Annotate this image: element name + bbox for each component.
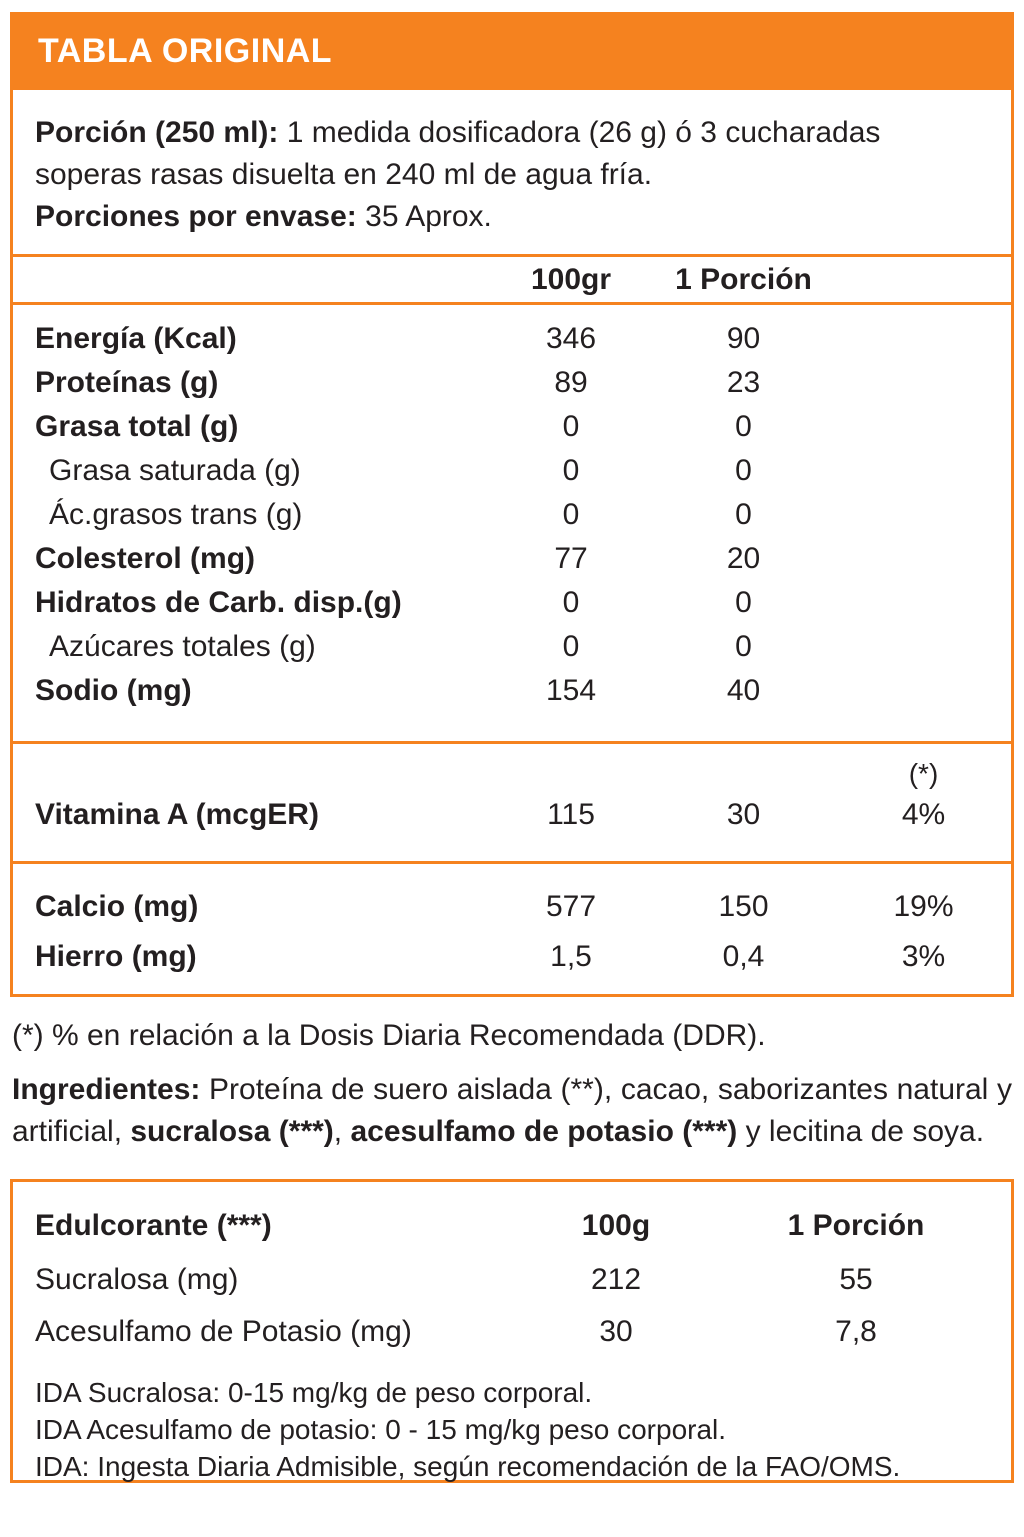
table-row	[13, 882, 1011, 932]
ingredients-segment: ,	[333, 1115, 351, 1148]
ingredients-segment: sucralosa (***)	[130, 1115, 334, 1148]
sweetener-header-row	[13, 1202, 1011, 1250]
nutrition-facts-box	[10, 90, 1014, 997]
table-row	[13, 581, 1011, 625]
value-per-100g: 154	[545, 674, 597, 707]
page-title: TABLA ORIGINAL	[38, 31, 333, 70]
ddr-mark-row	[13, 756, 1011, 792]
ingredients-paragraph	[12, 1069, 1012, 1153]
servings-text: 35 Aprox.	[365, 200, 492, 233]
ingredients-segment: acesulfamo de potasio (***)	[350, 1115, 738, 1148]
nutrient-label: Ác.grasos trans (g)	[49, 498, 303, 531]
ingredients-segment: Proteína de suero aislada (**), cacao, saborizantes natural y artificial,	[12, 1073, 1012, 1148]
ida-note-line: IDA Sucralosa: 0-15 mg/kg de peso corporal.	[35, 1377, 593, 1408]
value-per-100g: 77	[554, 542, 588, 575]
column-header-portion: 1 Porción	[675, 262, 812, 296]
column-header-100gr: 100gr	[530, 262, 612, 296]
table-row	[13, 537, 1011, 581]
table-row	[13, 1254, 1011, 1306]
serving-section	[13, 90, 1011, 257]
sweetener-box	[10, 1179, 1014, 1483]
value-per-portion: 0	[735, 498, 752, 531]
nutrient-label: Calcio (mg)	[35, 890, 199, 923]
sweetener-label: Sucralosa (mg)	[35, 1263, 239, 1296]
value-per-portion: 20	[726, 542, 761, 575]
value-per-100g: 0	[562, 454, 580, 487]
value-per-portion: 40	[726, 674, 761, 707]
value-per-100g: 0	[562, 498, 580, 531]
value-per-portion: 0,4	[722, 940, 765, 973]
table-row	[13, 361, 1011, 405]
nutrient-label: Energía (Kcal)	[35, 322, 237, 355]
value-per-portion: 30	[726, 798, 761, 831]
value-per-portion: 150	[718, 890, 769, 923]
value-per-portion: 23	[726, 366, 761, 399]
title-bar	[10, 12, 1014, 90]
value-per-portion: 0	[735, 454, 752, 487]
table-row	[13, 405, 1011, 449]
table-row	[13, 317, 1011, 361]
ida-note-line: IDA Acesulfamo de potasio: 0 - 15 mg/kg peso corporal.	[35, 1414, 727, 1445]
value-per-100g: 1,5	[550, 940, 592, 973]
column-header-row	[13, 257, 1011, 305]
table-row	[13, 1306, 1011, 1358]
value-per-portion: 7,8	[835, 1315, 877, 1348]
nutrient-label: Hierro (mg)	[35, 940, 197, 973]
nutrient-label: Colesterol (mg)	[35, 542, 256, 575]
table-row	[13, 625, 1011, 669]
portion-text: 1 medida dosificadora (26 g) ó 3 cucharadas soperas rasas disuelta en 240 ml de agua fría.	[35, 116, 881, 191]
ddr-mark: (*)	[908, 758, 939, 789]
table-row	[13, 932, 1011, 982]
servings-label: Porciones por envase:	[35, 200, 357, 233]
sweetener-label: Acesulfamo de Potasio (mg)	[35, 1315, 412, 1348]
nutrient-label: Vitamina A (mcgER)	[35, 798, 319, 831]
table-row	[13, 449, 1011, 493]
nutrient-label: Hidratos de Carb. disp.(g)	[35, 586, 402, 619]
nutrient-label: Proteínas (g)	[35, 366, 219, 399]
table-row	[13, 792, 1011, 838]
vitamin-section	[13, 744, 1011, 864]
value-per-portion: 90	[726, 322, 761, 355]
table-row	[13, 493, 1011, 537]
value-per-portion: 0	[735, 410, 752, 443]
nutrient-label: Sodio (mg)	[35, 674, 192, 707]
nutrient-label: Grasa saturada (g)	[49, 454, 301, 487]
value-per-100g: 212	[590, 1263, 642, 1296]
nutrient-label: Grasa total (g)	[35, 410, 239, 443]
value-ddr: 19%	[893, 890, 954, 923]
value-ddr: 3%	[901, 940, 946, 973]
portion-label: Porción (250 ml):	[35, 116, 279, 149]
value-per-100g: 30	[599, 1315, 633, 1348]
mineral-section	[13, 864, 1011, 994]
value-per-100g: 346	[545, 322, 597, 355]
nutrient-rows	[13, 305, 1011, 744]
table-row	[13, 669, 1011, 713]
nutrient-label: Azúcares totales (g)	[49, 630, 316, 663]
vitamin-rows	[13, 792, 1011, 838]
ingredients-segment: Ingredientes:	[12, 1073, 210, 1106]
value-per-100g: 89	[554, 366, 588, 399]
value-ddr: 4%	[901, 798, 946, 831]
ddr-footnote: (*) % en relación a la Dosis Diaria Recomendada (DDR).	[12, 1019, 766, 1052]
portion-line	[35, 112, 989, 196]
value-per-100g: 577	[545, 890, 597, 923]
ida-notes	[13, 1374, 1011, 1485]
sweetener-header-100g: 100g	[581, 1209, 651, 1242]
ingredients-segment: y lecitina de soya.	[737, 1115, 985, 1148]
sweetener-rows	[13, 1254, 1011, 1358]
value-per-portion: 55	[839, 1263, 873, 1296]
servings-line	[35, 196, 989, 238]
value-per-portion: 0	[735, 630, 752, 663]
ida-note-line: IDA: Ingesta Diaria Admisible, según recomendación de la FAO/OMS.	[35, 1451, 901, 1482]
value-per-100g: 0	[562, 410, 580, 443]
sweetener-header-portion: 1 Porción	[787, 1209, 925, 1242]
sweetener-title: Edulcorante (***)	[35, 1209, 272, 1242]
value-per-portion: 0	[735, 586, 752, 619]
value-per-100g: 0	[562, 586, 580, 619]
value-per-100g: 0	[562, 630, 580, 663]
value-per-100g: 115	[547, 798, 595, 831]
